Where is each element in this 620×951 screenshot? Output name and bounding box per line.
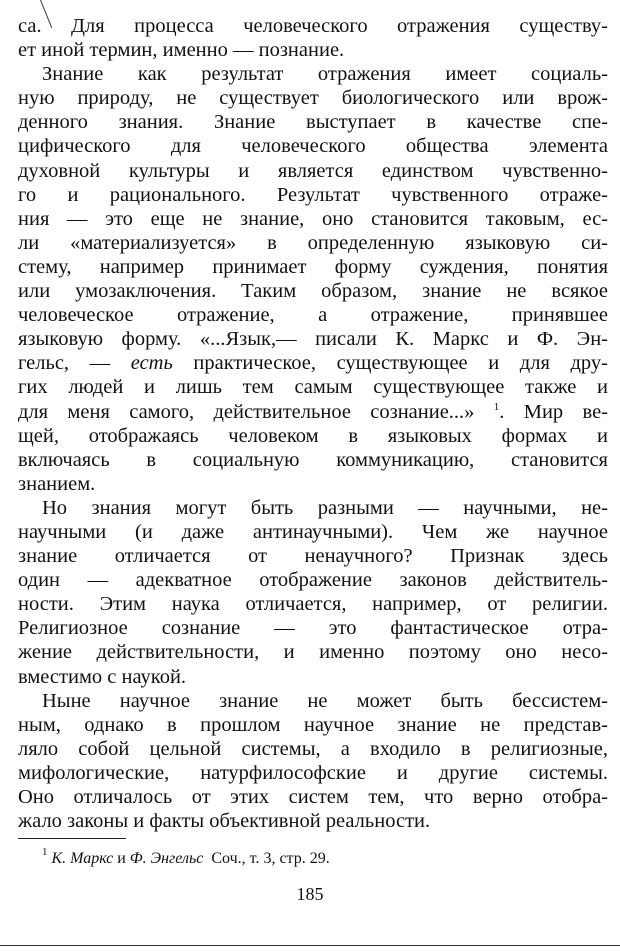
- line-text: Оно отличалось от этих систем тем, что верно отобра-: [18, 786, 608, 808]
- line-text: гих людей и лишь тем самым существующее также и: [18, 376, 608, 399]
- page-bottom-edge: [0, 945, 620, 946]
- line-text: щей, отображаясь человеком в языковых формах и: [18, 424, 608, 447]
- line-text: знание отличается от ненаучного? Признак здесь: [18, 545, 608, 568]
- text-line: [18, 303, 608, 327]
- line-text: включаясь в социальную коммуникацию, становится: [18, 448, 608, 471]
- line-text: цифического для человеческого общества элемента: [18, 135, 608, 158]
- text-line: [18, 424, 608, 448]
- text-line: [18, 159, 608, 183]
- text-line: [18, 375, 608, 399]
- text-line: [18, 327, 608, 351]
- line-text: для меня самого, действительное сознание...»: [18, 400, 494, 423]
- line-text: духовной культуры и является единством чувственно-: [18, 159, 608, 182]
- line-text: человеческое отражение, а отражение, принявшее: [18, 304, 608, 327]
- line-text: гельс, —: [18, 352, 131, 375]
- footnote: [42, 846, 330, 868]
- line-text: ния — это еще не знание, оно становится таковым, ес-: [18, 207, 608, 230]
- line-text: или умозаключения. Таким образом, знание не всякое: [18, 280, 608, 303]
- body-text: [18, 14, 608, 833]
- line-text: Ныне научное знание не может быть бессистем-: [42, 689, 608, 712]
- text-line: [18, 640, 608, 664]
- text-line: [18, 183, 608, 207]
- footnote-conjunction: и: [113, 850, 130, 867]
- emphasized-text: есть: [130, 352, 173, 375]
- line-text: вместимо с наукой.: [18, 665, 187, 688]
- line-text: жение действительности, и именно поэтому оно несо-: [18, 641, 608, 664]
- line-text: денного знания. Знание выступает в качестве спе-: [18, 111, 608, 134]
- text-line: [18, 38, 608, 62]
- footnote-marker: 1: [42, 846, 48, 858]
- text-line: [18, 14, 608, 38]
- text-line: [18, 255, 608, 279]
- text-line: [18, 665, 608, 689]
- text-line: [18, 351, 608, 375]
- line-text: жало законы и факты объективной реальности.: [18, 810, 431, 833]
- line-text: ли «материализуется» в определенную языковую си-: [18, 231, 608, 254]
- text-line: [18, 737, 608, 761]
- line-text: мифологические, натурфилософские и другие системы.: [18, 761, 608, 784]
- line-text: языковую форму. «...Язык,— писали К. Маркс и Ф. Эн-: [18, 328, 608, 351]
- text-line: [18, 544, 608, 568]
- line-text: практическое, существующее и для дру-: [172, 352, 608, 375]
- text-line: [18, 231, 608, 255]
- text-line: [18, 761, 608, 785]
- line-text: . Мир ве-: [499, 400, 608, 423]
- line-text: Религиозное сознание — это фантастическое отра-: [18, 617, 608, 640]
- text-line: [18, 110, 608, 134]
- text-line: [18, 134, 608, 158]
- text-line: [18, 520, 608, 544]
- footnote-reference-marker: 1: [493, 400, 500, 413]
- text-line: [18, 592, 608, 616]
- line-text: знанием.: [18, 472, 96, 495]
- text-line: [18, 400, 608, 424]
- text-line: [18, 568, 608, 592]
- text-line: [18, 472, 608, 496]
- line-text: один — адекватное отображение законов действитель-: [18, 569, 608, 592]
- page-number: 185: [296, 884, 324, 904]
- line-text: Знание как результат отражения имеет социаль-: [42, 63, 608, 86]
- footnote-author-1: К. Маркс: [51, 850, 114, 867]
- line-text: научными (и даже антинаучными). Чем же научное: [18, 520, 608, 543]
- text-line: [18, 496, 608, 520]
- text-line: [18, 279, 608, 303]
- footnote-reference: Соч., т. 3, стр. 29.: [203, 850, 330, 867]
- line-text: ным, однако в прошлом научное знание не представ-: [18, 713, 608, 736]
- text-line: [18, 448, 608, 472]
- text-line: [18, 713, 608, 737]
- footnote-rule: [18, 838, 126, 839]
- line-text: са. Для процесса человеческого отражения существу-: [18, 15, 608, 37]
- text-line: [18, 689, 608, 713]
- line-text: ности. Этим наука отличается, например, от религии.: [18, 593, 608, 616]
- line-text: стему, например принимает форму суждения, понятия: [18, 255, 608, 278]
- line-text: ную природу, не существует биологического или врож-: [18, 87, 608, 110]
- text-line: [18, 616, 608, 640]
- line-text: ляло собой цельной системы, а входило в религиозные,: [18, 737, 608, 760]
- line-text: ет иной термин, именно — познание.: [18, 39, 345, 62]
- line-text: Но знания могут быть разными — научными, не-: [42, 496, 608, 519]
- text-line: [18, 785, 608, 809]
- footnote-author-2: Ф. Энгельс: [129, 850, 204, 867]
- text-line: [18, 207, 608, 231]
- text-line: [18, 62, 608, 86]
- text-line: [18, 809, 608, 833]
- text-line: [18, 86, 608, 110]
- line-text: го и рационального. Результат чувственного отраже-: [18, 183, 608, 206]
